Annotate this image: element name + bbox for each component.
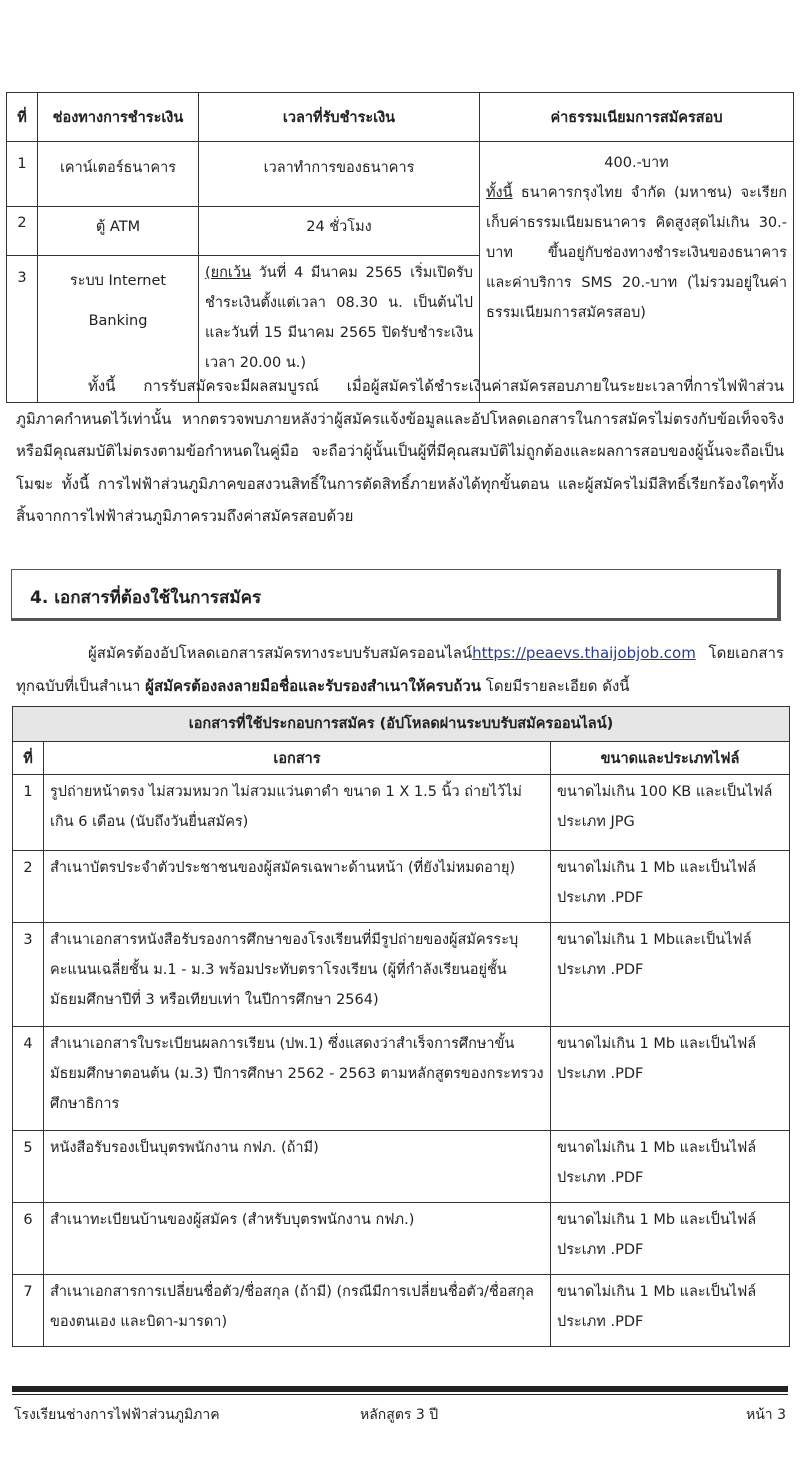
- footer-rule-thin: [12, 1394, 788, 1395]
- table-row: [7, 142, 794, 207]
- footer-school: โรงเรียนช่างการไฟฟ้าส่วนภูมิภาค: [14, 1407, 220, 1423]
- documents-table: [12, 706, 790, 1347]
- row-file: ขนาดไม่เกิน 1 Mb และเป็นไฟล์ประเภท .PDF: [551, 1275, 790, 1347]
- docs-intro-bold: ผู้สมัครต้องลงลายมือชื่อและรับรองสำเนาให้ครบถ้วน: [145, 676, 482, 695]
- table-row: [13, 1275, 790, 1347]
- row-no: 3: [7, 256, 38, 403]
- time-note-text: วันที่ 4 มีนาคม 2565 เริ่มเปิดรับชำระเงินตั้งแต่เวลา 08.30 น. เป็นต้นไป และวันที่ 15 มีนาคม 2565 ปิดรับชำระเงินเวลา 20.00 น.): [205, 265, 473, 371]
- row-channel: ตู้ ATM: [38, 207, 199, 256]
- row-no: 1: [7, 142, 38, 207]
- row-no: 4: [13, 1027, 44, 1131]
- header-channel: ช่องทางการชำระเงิน: [38, 93, 199, 142]
- row-file: ขนาดไม่เกิน 1 Mb และเป็นไฟล์ประเภท .PDF: [551, 1203, 790, 1275]
- fee-cell: [480, 142, 794, 403]
- footer-page-number: หน้า 3: [745, 1407, 786, 1423]
- table-row: [13, 775, 790, 851]
- row-no: 7: [13, 1275, 44, 1347]
- table-row: [13, 1131, 790, 1203]
- table-row: [13, 1203, 790, 1275]
- row-document: สำเนาเอกสารใบระเบียนผลการเรียน (ปพ.1) ซึ่งแสดงว่าสำเร็จการศึกษาขั้นมัธยมศึกษาตอนต้น (ม.3) ปีการศึกษา 2562 - 2563 ตามหลักสูตรของกระทรวงศึกษาธิการ: [44, 1027, 551, 1131]
- terms-text: ทั้งนี้ การรับสมัครจะมีผลสมบูรณ์ เมื่อผู้สมัครได้ชำระเงินค่าสมัครสอบภายในระยะเวลาที่การไฟฟ้าส่วนภูมิภาคกำหนดไว้เท่านั้น หากตรวจพบภายหลังว่าผู้สมัครแจ้งข้อมูลและอัปโหลดเอกสารในการสมัครไม่ตรงกับข้อเท็จจริง หรือมีคุณสมบัติไม่ตรงตามข้อกำหนดในคู่มือ จะถือว่าผู้นั้นเป็นผู้ที่มีคุณสมบัติไม่ถูกต้องและผลการสอบของผู้นั้นจะถือเป็นโมฆะ ทั้งนี้ การไฟฟ้าส่วนภูมิภาคขอสงวนสิทธิ์ในการตัดสิทธิ์ภายหลังได้ทุกขั้นตอน และผู้สมัครไม่มีสิทธิ์เรียกร้องใดๆทั้งสิ้นจากการไฟฟ้าส่วนภูมิภาครวมถึงค่าสมัครสอบด้วย: [16, 377, 784, 525]
- row-file: ขนาดไม่เกิน 1 Mb และเป็นไฟล์ประเภท .PDF: [551, 851, 790, 923]
- docs-intro-part1: ผู้สมัครต้องอัปโหลดเอกสารสมัครทางระบบรับสมัครออนไลน์: [88, 644, 473, 662]
- row-time: เวลาทำการของธนาคาร: [199, 142, 480, 207]
- header-no: ที่: [13, 742, 44, 775]
- row-file: ขนาดไม่เกิน 1 Mbและเป็นไฟล์ประเภท .PDF: [551, 923, 790, 1027]
- header-file: ขนาดและประเภทไฟล์: [551, 742, 790, 775]
- header-fee: ค่าธรรมเนียมการสมัครสอบ: [480, 93, 794, 142]
- docs-intro-text: [16, 637, 784, 702]
- row-no: 5: [13, 1131, 44, 1203]
- payment-table-header: [7, 93, 794, 142]
- row-no: 2: [13, 851, 44, 923]
- row-document: หนังสือรับรองเป็นบุตรพนักงาน กฟภ. (ถ้ามี): [44, 1131, 551, 1203]
- row-no: 6: [13, 1203, 44, 1275]
- docs-intro-part3: โดยมีรายละเอียด ดังนี้: [481, 676, 630, 695]
- terms-paragraph: [16, 370, 784, 533]
- section-heading: 4. เอกสารที่ต้องใช้ในการสมัคร: [11, 569, 781, 621]
- docs-intro-part2: โดยเอกสารทุกฉบับที่เป็นสำเนา: [16, 644, 784, 695]
- footer-course: หลักสูตร 3 ปี: [360, 1407, 439, 1423]
- row-file: ขนาดไม่เกิน 1 Mb และเป็นไฟล์ประเภท .PDF: [551, 1131, 790, 1203]
- table-row: [13, 1027, 790, 1131]
- footer-rule: [12, 1386, 788, 1392]
- fee-note-text: ธนาคารกรุงไทย จำกัด (มหาชน) จะเรียกเก็บค่าธรรมเนียมธนาคาร คิดสูงสุดไม่เกิน 30.-บาท ขึ้นอยู่กับช่องทางชำระเงินของธนาคาร และค่าบริการ SMS 20.-บาท (ไม่รวมอยู่ในค่าธรรมเนียมการสมัครสอบ): [486, 185, 787, 321]
- documents-header: [13, 742, 790, 775]
- time-note-prefix: (ยกเว้น: [205, 265, 251, 281]
- payment-table: [6, 92, 794, 403]
- row-document: สำเนาบัตรประจำตัวประชาชนของผู้สมัครเฉพาะด้านหน้า (ที่ยังไม่หมดอายุ): [44, 851, 551, 923]
- row-channel-line1: ระบบ Internet: [69, 273, 167, 289]
- documents-caption: เอกสารที่ใช้ประกอบการสมัคร (อัปโหลดผ่านระบบรับสมัครออนไลน์): [13, 707, 790, 742]
- row-time: 24 ชั่วโมง: [199, 207, 480, 256]
- header-no: ที่: [7, 93, 38, 142]
- row-channel-line2: Banking: [88, 313, 148, 329]
- fee-amount: 400.-บาท: [604, 155, 669, 171]
- documents-caption-row: [13, 707, 790, 742]
- docs-intro-paragraph: [16, 637, 784, 702]
- row-file: ขนาดไม่เกิน 100 KB และเป็นไฟล์ประเภท JPG: [551, 775, 790, 851]
- header-document: เอกสาร: [44, 742, 551, 775]
- row-file: ขนาดไม่เกิน 1 Mb และเป็นไฟล์ประเภท .PDF: [551, 1027, 790, 1131]
- row-document: รูปถ่ายหน้าตรง ไม่สวมหมวก ไม่สวมแว่นตาดำ ขนาด 1 X 1.5 นิ้ว ถ่ายไว้ไม่เกิน 6 เดือน (นับถึงวันยื่นสมัคร): [44, 775, 551, 851]
- header-time: เวลาที่รับชำระเงิน: [199, 93, 480, 142]
- table-row: [13, 851, 790, 923]
- fee-note-prefix: ทั้งนี้: [486, 185, 513, 201]
- row-no: 1: [13, 775, 44, 851]
- row-channel: เคาน์เตอร์ธนาคาร: [38, 142, 199, 207]
- fee-note: [486, 178, 787, 328]
- row-document: สำเนาเอกสารหนังสือรับรองการศึกษาของโรงเรียนที่มีรูปถ่ายของผู้สมัครระบุคะแนนเฉลี่ยชั้น ม.1 - ม.3 พร้อมประทับตราโรงเรียน (ผู้ที่กำลังเรียนอยู่ชั้นมัธยมศึกษาปีที่ 3 หรือเทียบเท่า ในปีการศึกษา 2564): [44, 923, 551, 1027]
- registration-link[interactable]: https://peaevs.thaijobjob.com: [472, 644, 696, 662]
- row-no: 3: [13, 923, 44, 1027]
- table-row: [13, 923, 790, 1027]
- row-document: สำเนาเอกสารการเปลี่ยนชื่อตัว/ชื่อสกุล (ถ้ามี) (กรณีมีการเปลี่ยนชื่อตัว/ชื่อสกุล ของตนเอง และบิดา-มารดา): [44, 1275, 551, 1347]
- row-document: สำเนาทะเบียนบ้านของผู้สมัคร (สำหรับบุตรพนักงาน กฟภ.): [44, 1203, 551, 1275]
- row-no: 2: [7, 207, 38, 256]
